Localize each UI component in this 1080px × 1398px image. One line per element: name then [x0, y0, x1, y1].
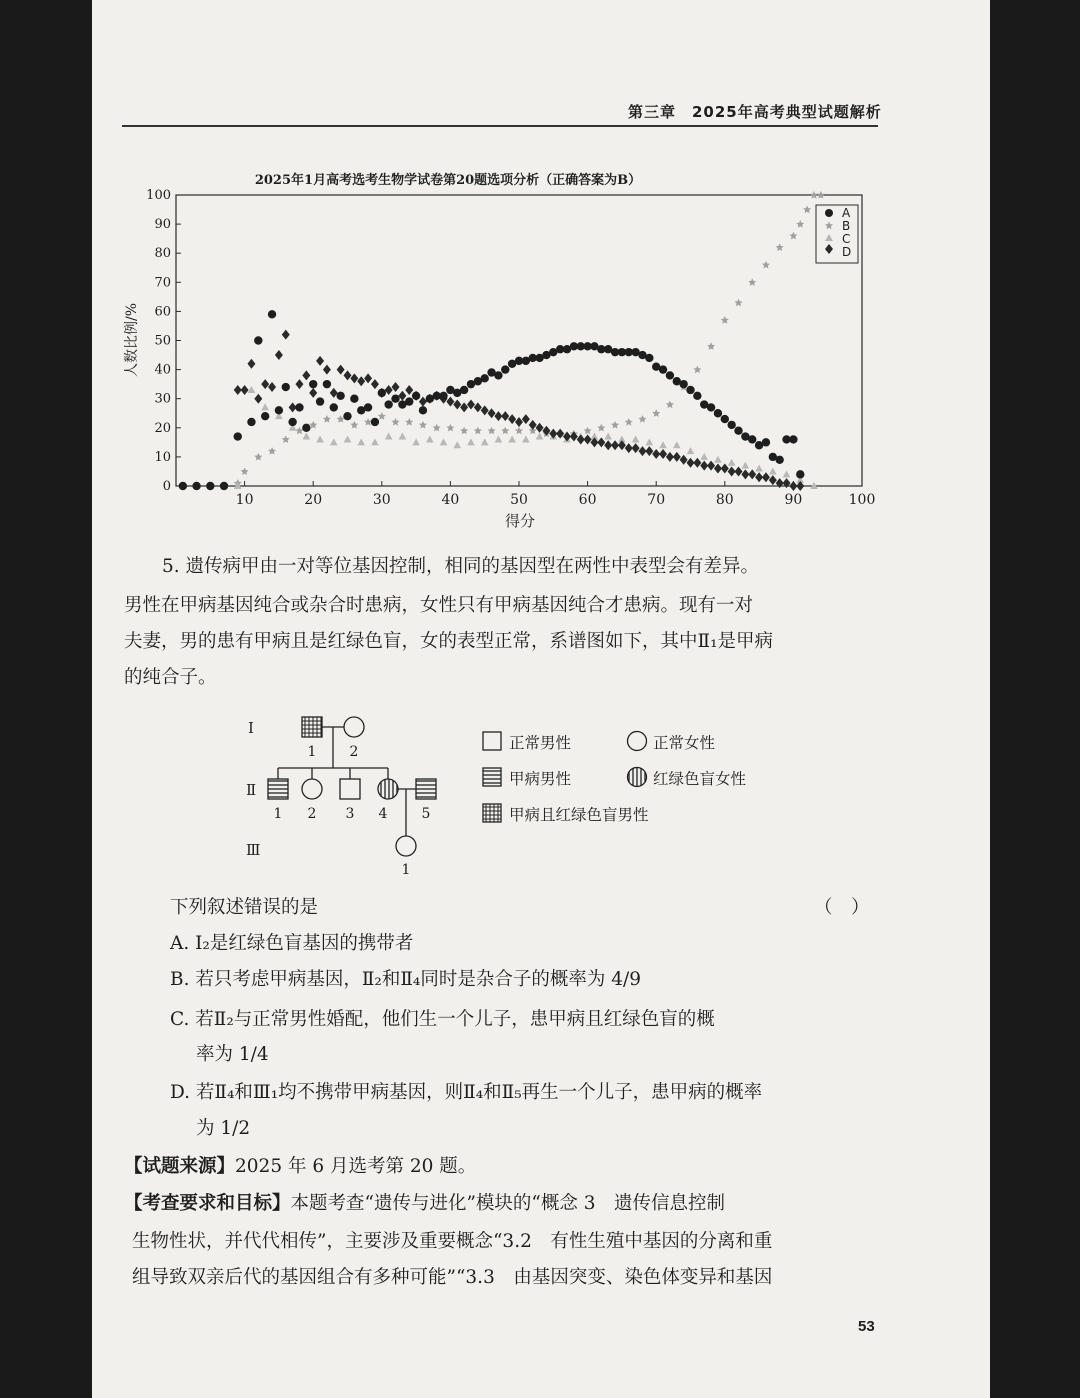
point-d: [549, 429, 557, 439]
point-a: [686, 386, 694, 394]
x-tick-label: 40: [441, 492, 460, 508]
point-c: [659, 441, 667, 448]
point-a: [727, 421, 735, 429]
legend-symbol-colorblind-female: [628, 768, 647, 787]
point-b: [433, 424, 441, 432]
point-d: [241, 385, 249, 395]
point-d: [597, 437, 605, 447]
point-a: [254, 336, 262, 344]
source-label: 【试题来源】: [124, 1156, 236, 1177]
question-stem-line-4: 的纯合子。: [124, 667, 217, 688]
point-d: [604, 440, 612, 450]
point-d: [446, 397, 454, 407]
point-c: [467, 438, 475, 445]
point-c: [399, 433, 407, 440]
point-a: [714, 409, 722, 417]
point-d: [494, 411, 502, 421]
page-number: 53: [858, 1318, 875, 1335]
y-tick-label: 30: [154, 391, 171, 407]
point-d: [453, 400, 461, 410]
point-a: [419, 406, 427, 414]
point-b: [803, 206, 811, 214]
point-a: [405, 397, 413, 405]
point-a: [762, 438, 770, 446]
point-c: [755, 465, 763, 472]
point-a: [206, 482, 214, 490]
y-tick-label: 20: [154, 420, 171, 436]
point-d: [762, 472, 770, 482]
point-a: [460, 386, 468, 394]
point-a: [666, 371, 674, 379]
point-d: [584, 434, 592, 444]
point-c: [646, 438, 654, 445]
point-c: [412, 438, 420, 445]
point-d: [542, 426, 550, 436]
point-b: [378, 412, 386, 420]
point-d: [536, 423, 544, 433]
goal-line-1: [124, 1192, 725, 1216]
point-a: [439, 392, 447, 400]
goal-text-1: 本题考查“遗传与进化”模块的“概念 3 遗传信息控制: [290, 1193, 726, 1214]
point-d: [268, 382, 276, 392]
point-c: [248, 386, 256, 393]
point-b: [776, 243, 784, 251]
generation-label-3: Ⅲ: [246, 841, 261, 859]
point-d: [769, 475, 777, 485]
point-b: [810, 191, 818, 199]
point-d: [755, 472, 763, 482]
point-d: [625, 443, 633, 453]
pedigree-chart: [240, 712, 450, 882]
point-c: [508, 435, 516, 442]
pedigree-III-1-female: [396, 836, 416, 856]
point-c: [632, 435, 640, 442]
legend-text-normal-female: 正常女性: [653, 734, 716, 752]
pedigree-II-1-male: [268, 779, 288, 799]
point-a: [371, 418, 379, 426]
point-d: [645, 446, 653, 456]
pedigree-II-4-female: [378, 779, 398, 799]
goal-label: 【考查要求和目标】: [124, 1193, 291, 1214]
y-tick-label: 0: [162, 479, 171, 494]
generation-label-1: Ⅰ: [248, 719, 254, 737]
y-tick-label: 80: [154, 246, 171, 262]
legend-text-colorblind-female: 红绿色盲女性: [653, 770, 747, 788]
point-c: [700, 453, 708, 460]
answer-blank: （ ）: [814, 897, 870, 918]
legend-marker-a: [825, 209, 833, 217]
point-a: [659, 365, 667, 373]
point-a: [309, 380, 317, 388]
point-a: [323, 380, 331, 388]
legend-symbol-normal-male: [483, 732, 501, 750]
point-d: [707, 461, 715, 471]
running-head: 第三章 2025年高考典型试题解析: [628, 103, 882, 121]
point-c: [440, 438, 448, 445]
goal-line-2: 生物性状，并代代相传”，主要涉及重要概念“3.2 有性生殖中基因的分离和重: [132, 1231, 773, 1252]
point-b: [460, 427, 468, 435]
question-stem-line-3: 夫妻，男的患有甲病且是红绿色盲，女的表型正常，系谱图如下，其中Ⅱ₁是甲病: [124, 631, 773, 652]
point-d: [282, 330, 290, 340]
point-b: [817, 191, 825, 199]
point-b: [241, 467, 249, 475]
point-b: [666, 401, 674, 409]
point-c: [522, 435, 530, 442]
point-d: [632, 443, 640, 453]
chart-legend: [816, 205, 858, 263]
point-d: [357, 376, 365, 386]
x-axis-label: 得分: [504, 512, 536, 530]
point-a: [275, 406, 283, 414]
point-d: [295, 379, 303, 389]
point-a: [330, 403, 338, 411]
point-b: [748, 278, 756, 286]
point-a: [220, 482, 228, 490]
point-d: [693, 458, 701, 468]
pedigree-number-I-1: 1: [307, 744, 317, 760]
point-b: [652, 409, 660, 417]
point-d: [508, 414, 516, 424]
point-b: [268, 447, 276, 455]
point-b: [501, 427, 509, 435]
point-d: [254, 394, 262, 404]
point-d: [460, 402, 468, 412]
x-tick-label: 30: [372, 492, 391, 508]
option-d-line-2: 为 1/2: [196, 1118, 251, 1139]
legend-symbol-disease-colorblind-male: [483, 804, 501, 822]
y-tick-label: 10: [154, 449, 171, 465]
point-d: [344, 370, 352, 380]
legend-label-b: B: [842, 219, 851, 233]
point-a: [343, 412, 351, 420]
option-c-line-2: 率为 1/4: [196, 1044, 269, 1065]
source-line: [124, 1155, 476, 1179]
point-a: [378, 389, 386, 397]
legend-text-disease-male: 甲病男性: [509, 770, 572, 788]
generation-label-2: Ⅱ: [246, 781, 257, 799]
point-b: [735, 299, 743, 307]
point-a: [268, 310, 276, 318]
point-a: [336, 392, 344, 400]
point-b: [392, 418, 400, 426]
point-a: [775, 456, 783, 464]
point-c: [453, 441, 461, 448]
y-axis-label: 人数比例/%: [124, 302, 140, 378]
point-c: [316, 435, 324, 442]
pedigree-number-II-4: 4: [378, 806, 388, 822]
point-d: [323, 365, 331, 375]
header-rule: [122, 125, 878, 127]
option-b: B. 若只考虑甲病基因，Ⅱ₂和Ⅱ₄同时是杂合子的概率为 4/9: [170, 969, 641, 990]
question-stem-line-2: 男性在甲病基因纯合或杂合时患病，女性只有甲病基因纯合才患病。现有一对: [124, 595, 754, 616]
point-d: [522, 414, 530, 424]
point-d: [611, 440, 619, 450]
point-c: [330, 438, 338, 445]
point-d: [659, 449, 667, 459]
y-tick-label: 70: [154, 275, 171, 291]
point-a: [679, 380, 687, 388]
point-c: [426, 435, 434, 442]
point-d: [481, 405, 489, 415]
y-tick-label: 50: [154, 333, 171, 349]
point-d: [309, 388, 317, 398]
point-a: [364, 403, 372, 411]
point-a: [645, 354, 653, 362]
point-b: [693, 366, 701, 374]
point-d: [529, 420, 537, 430]
x-tick-label: 10: [235, 492, 254, 508]
point-d: [680, 455, 688, 465]
point-d: [467, 400, 475, 410]
x-tick-label: 80: [715, 492, 734, 508]
legend-symbol-normal-female: [628, 732, 647, 751]
point-b: [405, 418, 413, 426]
question-stem-line-1: 5. 遗传病甲由一对等位基因控制，相同的基因型在两性中表型会有差异。: [162, 556, 760, 577]
point-b: [419, 421, 427, 429]
pedigree-number-III-1: 1: [401, 862, 411, 878]
point-c: [783, 470, 791, 477]
point-d: [247, 359, 255, 369]
point-b: [789, 232, 797, 240]
point-b: [611, 421, 619, 429]
legend-box: [816, 205, 858, 263]
point-d: [392, 382, 400, 392]
point-a: [707, 403, 715, 411]
point-c: [385, 433, 393, 440]
point-b: [721, 316, 729, 324]
legend-text-normal-male: 正常男性: [509, 734, 572, 752]
point-d: [474, 402, 482, 412]
point-a: [693, 392, 701, 400]
point-a: [316, 397, 324, 405]
y-tick-label: 90: [154, 217, 171, 233]
option-a: A. Ⅰ₂是红绿色盲基因的携带者: [170, 933, 414, 954]
point-d: [714, 464, 722, 474]
point-d: [316, 356, 324, 366]
point-a: [179, 482, 187, 490]
point-a: [721, 415, 729, 423]
point-b: [350, 421, 358, 429]
point-a: [192, 482, 200, 490]
x-tick-label: 50: [510, 492, 528, 508]
point-c: [303, 433, 311, 440]
point-a: [247, 418, 255, 426]
point-d: [234, 385, 242, 395]
point-d: [261, 379, 269, 389]
point-b: [282, 435, 290, 443]
point-d: [563, 432, 571, 442]
pedigree-II-5-male: [416, 779, 436, 799]
point-b: [625, 418, 633, 426]
chart-title: 2025年1月高考选考生物学试卷第20题选项分析（正确答案为B）: [254, 173, 642, 188]
point-a: [748, 435, 756, 443]
pedigree-II-3-male: [340, 779, 360, 799]
pedigree-I-2-female: [344, 717, 364, 737]
point-c: [536, 433, 544, 440]
point-b: [474, 427, 482, 435]
point-c: [714, 456, 722, 463]
x-tick-label: 60: [578, 492, 597, 508]
point-b: [323, 415, 331, 423]
point-b: [446, 424, 454, 432]
pedigree-number-II-1: 1: [273, 806, 283, 822]
pedigree-number-II-2: 2: [307, 806, 317, 822]
point-b: [796, 220, 804, 228]
point-a: [391, 395, 399, 403]
pedigree-number-I-2: 2: [349, 744, 359, 760]
point-a: [501, 365, 509, 373]
option-c-line-1: C. 若Ⅱ₂与正常男性婚配，他们生一个儿子，患甲病且红绿色盲的概: [170, 1009, 715, 1030]
point-c: [481, 438, 489, 445]
point-c: [371, 438, 379, 445]
point-b: [254, 453, 262, 461]
point-c: [728, 459, 736, 466]
point-a: [261, 412, 269, 420]
legend-label-a: A: [842, 206, 851, 220]
point-d: [789, 481, 797, 491]
point-d: [371, 379, 379, 389]
pedigree-number-II-5: 5: [421, 806, 431, 822]
point-d: [577, 434, 585, 444]
point-d: [302, 370, 310, 380]
point-c: [673, 441, 681, 448]
point-c: [495, 435, 503, 442]
point-a: [796, 470, 804, 478]
point-a: [494, 371, 502, 379]
point-c: [344, 435, 352, 442]
x-tick-label: 100: [848, 492, 876, 508]
point-a: [288, 418, 296, 426]
point-d: [350, 373, 358, 383]
question-prompt: 下列叙述错误的是: [170, 897, 319, 918]
point-c: [687, 447, 695, 454]
point-d: [638, 446, 646, 456]
legend-symbol-disease-male: [483, 768, 501, 786]
point-a: [789, 435, 797, 443]
point-d: [700, 461, 708, 471]
pedigree-legend-female-symbols: [624, 730, 654, 790]
point-d: [488, 408, 496, 418]
point-b: [584, 427, 592, 435]
goal-line-3: 组导致双亲后代的基因组合有多种可能”“3.3 由基因突变、染色体变异和基因: [132, 1267, 773, 1288]
point-a: [295, 403, 303, 411]
point-a: [412, 392, 420, 400]
x-tick-label: 20: [304, 492, 323, 508]
point-d: [735, 466, 743, 476]
chart-points: [179, 191, 825, 491]
point-d: [748, 469, 756, 479]
point-b: [762, 261, 770, 269]
point-c: [769, 467, 777, 474]
point-c: [261, 403, 269, 410]
option-analysis-chart: [118, 160, 876, 535]
y-tick-label: 100: [146, 188, 171, 203]
point-d: [687, 458, 695, 468]
point-d: [728, 466, 736, 476]
point-d: [721, 464, 729, 474]
point-d: [556, 429, 564, 439]
source-text: 2025 年 6 月选考第 20 题。: [235, 1156, 477, 1177]
point-b: [638, 415, 646, 423]
y-tick-label: 60: [154, 304, 171, 320]
point-d: [501, 411, 509, 421]
point-d: [741, 469, 749, 479]
point-d: [405, 385, 413, 395]
point-c: [357, 438, 365, 445]
point-a: [481, 374, 489, 382]
legend-label-d: D: [842, 245, 852, 259]
point-a: [734, 427, 742, 435]
point-b: [707, 342, 715, 350]
y-tick-label: 40: [154, 362, 171, 378]
point-b: [597, 424, 605, 432]
point-a: [234, 432, 242, 440]
x-tick-label: 90: [784, 492, 803, 508]
point-b: [515, 427, 523, 435]
option-d-line-1: D. 若Ⅱ₄和Ⅲ₁均不携带甲病基因，则Ⅱ₄和Ⅱ₅再生一个儿子，患甲病的概率: [170, 1082, 763, 1103]
point-a: [282, 383, 290, 391]
point-a: [350, 395, 358, 403]
pedigree-I-1-male: [302, 717, 322, 737]
point-a: [302, 424, 310, 432]
point-c: [742, 462, 750, 469]
point-d: [515, 417, 523, 427]
point-b: [488, 427, 496, 435]
pedigree-II-2-female: [302, 779, 322, 799]
point-d: [673, 452, 681, 462]
legend-text-disease-colorblind-male: 甲病且红绿色盲男性: [509, 806, 649, 824]
point-d: [364, 373, 372, 383]
point-a: [384, 400, 392, 408]
point-d: [337, 365, 345, 375]
point-d: [652, 449, 660, 459]
legend-label-c: C: [842, 232, 851, 246]
point-d: [275, 350, 283, 360]
point-c: [604, 433, 612, 440]
pedigree-number-II-3: 3: [345, 806, 355, 822]
x-tick-label: 70: [647, 492, 666, 508]
point-d: [666, 452, 674, 462]
